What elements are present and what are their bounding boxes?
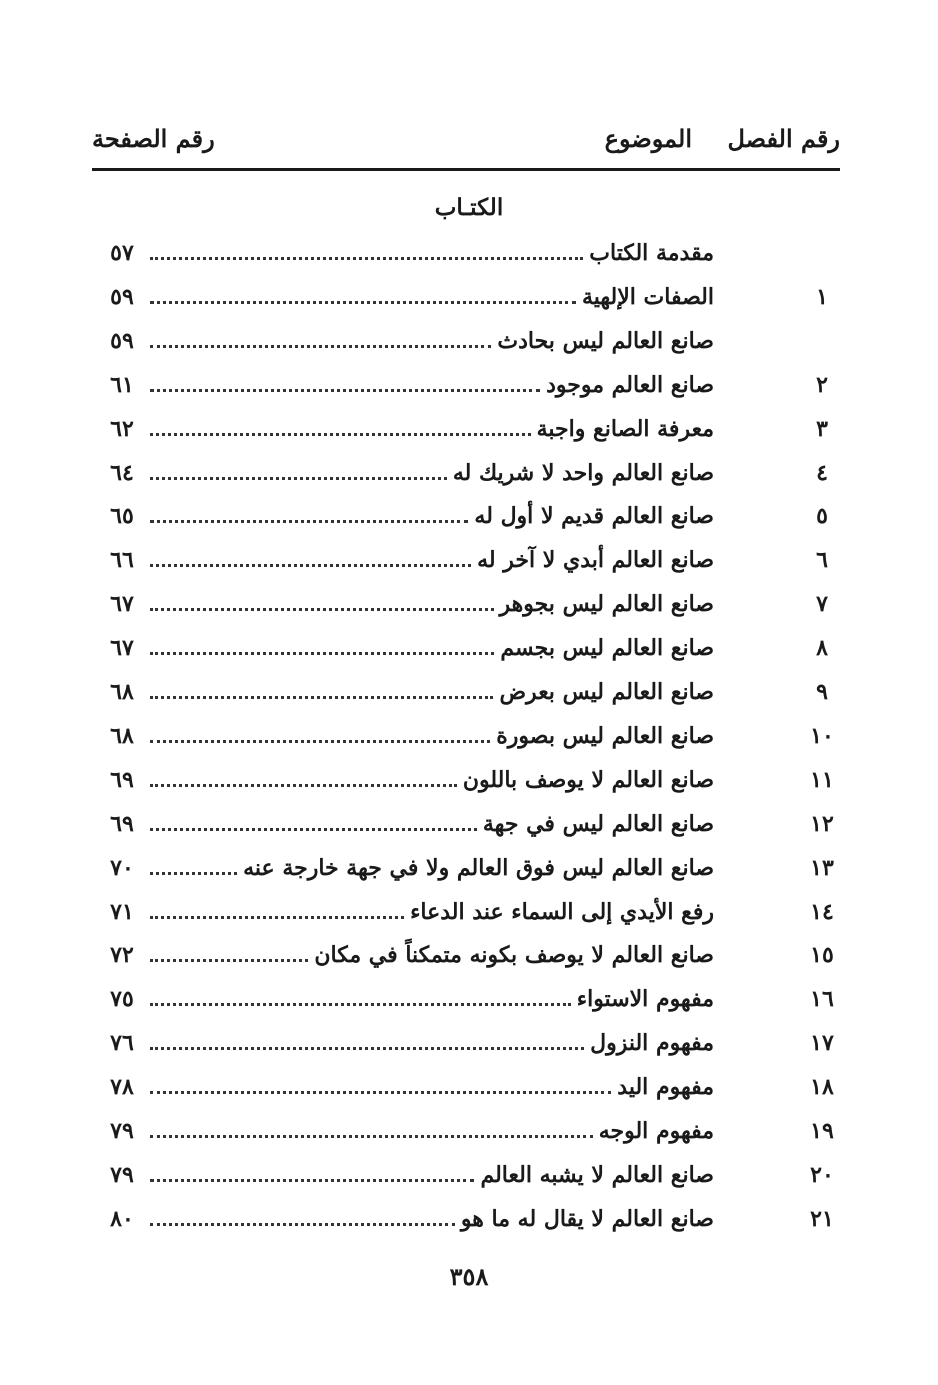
toc-row <box>92 452 840 496</box>
topic-title: مقدمة الكتاب <box>589 240 714 266</box>
chapter-number: ١١ <box>810 766 834 793</box>
page-number: ٧٩ <box>110 1118 134 1144</box>
toc-row <box>92 539 840 583</box>
toc-entry <box>150 591 714 617</box>
dot-leader <box>150 739 490 743</box>
page-number: ٦٩ <box>110 766 134 793</box>
toc-row <box>92 715 840 759</box>
toc-row <box>92 891 840 935</box>
dot-leader <box>150 1222 455 1226</box>
chapter-number: ١٥ <box>810 942 834 969</box>
topic-title: صانع العالم أبدي لا آخر له <box>477 547 714 574</box>
dot-leader <box>150 256 583 260</box>
toc-entry <box>150 284 714 310</box>
toc-row <box>92 847 840 891</box>
chapter-number: ٨ <box>816 635 828 662</box>
dot-leader <box>150 519 468 523</box>
toc-row <box>92 1110 840 1154</box>
toc-entry <box>150 1118 714 1144</box>
topic-title: معرفة الصانع واجبة <box>536 415 714 442</box>
topic-heading: الموضوع <box>604 124 692 153</box>
topic-title: صانع العالم لا يوصف باللون <box>462 766 714 793</box>
topic-title: صانع العالم ليس بصورة <box>496 722 714 749</box>
dot-leader <box>150 476 447 480</box>
dot-leader <box>150 695 493 699</box>
chapter-number: ١٠ <box>810 722 834 749</box>
toc-row <box>92 1198 840 1242</box>
toc-row <box>92 803 840 847</box>
topic-title: صانع العالم ليس في جهة <box>482 810 714 837</box>
toc-entry <box>150 1030 714 1056</box>
page-number: ٧٥ <box>110 986 134 1013</box>
page-number: ٧٠ <box>110 854 134 881</box>
page-number: ٦٢ <box>110 415 134 442</box>
toc-row <box>92 276 840 320</box>
topic-title: مفهوم الوجه <box>598 1118 714 1144</box>
chapter-number: ٩ <box>816 679 828 705</box>
topic-title: صانع العالم واحد لا شريك له <box>452 459 714 486</box>
topic-title: صانع العالم لا يوصف بكونه متمكناً في مكان <box>314 942 714 969</box>
dot-leader <box>150 1178 474 1182</box>
chapter-number: ٢ <box>816 371 828 398</box>
dot-leader <box>150 388 540 392</box>
dot-leader <box>150 827 477 831</box>
dot-leader <box>150 1046 584 1050</box>
page-number: ٦٧ <box>110 591 134 618</box>
chapter-number: ٢١ <box>810 1205 834 1232</box>
page-number: ٦٦ <box>110 547 134 574</box>
chapter-number: ١٤ <box>810 898 834 925</box>
page-number-heading: رقم الصفحة <box>92 124 215 153</box>
page-number: ٦٩ <box>110 810 134 837</box>
page-number: ٦٨ <box>110 722 134 749</box>
chapter-number: ١٨ <box>810 1074 834 1101</box>
dot-leader <box>150 871 237 875</box>
dot-leader <box>150 344 491 348</box>
toc-row <box>92 759 840 803</box>
chapter-number: ٥ <box>816 503 828 530</box>
chapter-number: ٤ <box>816 459 828 486</box>
dot-leader <box>150 1002 571 1006</box>
toc-row <box>92 627 840 671</box>
toc-entry <box>150 679 714 705</box>
page-number: ٦٥ <box>110 503 134 530</box>
page-number: ٦٨ <box>110 679 134 705</box>
toc-row <box>92 232 840 276</box>
toc-entry <box>150 1162 714 1188</box>
dot-leader <box>150 1134 593 1138</box>
topic-title: صانع العالم ليس بحادث <box>497 327 714 354</box>
toc-entry <box>150 328 714 354</box>
page-number: ٦٧ <box>110 635 134 662</box>
topic-title: صانع العالم لا يشبه العالم <box>480 1161 714 1188</box>
toc-entry <box>150 942 714 968</box>
dot-leader <box>150 563 471 567</box>
toc-row <box>92 583 840 627</box>
chapter-number: ٧ <box>816 591 828 618</box>
toc-entry <box>150 855 714 881</box>
page-number: ٥٩ <box>110 327 134 354</box>
toc-row <box>92 1066 840 1110</box>
dot-leader <box>150 607 494 611</box>
toc-header <box>92 118 840 162</box>
toc-entry <box>150 1206 714 1232</box>
page-number: ٧١ <box>110 898 134 925</box>
toc-entry <box>150 503 714 529</box>
topic-title: صانع العالم ليس بجوهر <box>499 591 714 618</box>
page-number: ٧٦ <box>110 1030 134 1057</box>
chapter-number-heading: رقم الفصل <box>727 124 840 153</box>
chapter-number: ١ <box>816 283 828 310</box>
topic-title: الصفات الإلهية <box>581 283 714 310</box>
toc-entry <box>150 986 714 1012</box>
page-number: ٥٩ <box>110 283 134 310</box>
toc-entry <box>150 723 714 749</box>
chapter-number: ١٩ <box>810 1118 834 1144</box>
topic-title: صانع العالم قديم لا أول له <box>474 503 714 530</box>
page-number: ٧٩ <box>110 1161 134 1188</box>
dot-leader <box>150 958 308 962</box>
topic-title: صانع العالم ليس بعرض <box>499 679 714 705</box>
page-number: ٧٨ <box>110 1074 134 1101</box>
toc-entry <box>150 372 714 398</box>
page-number: ٥٧ <box>110 240 134 266</box>
chapter-number: ١٦ <box>810 986 834 1013</box>
dot-leader <box>150 1090 611 1094</box>
page-number: ٨٠ <box>110 1205 134 1232</box>
toc-row <box>92 1154 840 1198</box>
toc-row <box>92 364 840 408</box>
toc-entry <box>150 899 714 925</box>
topic-title: صانع العالم ليس بجسم <box>500 635 714 662</box>
dot-leader <box>150 915 404 919</box>
dot-leader <box>150 300 576 304</box>
toc-row <box>92 934 840 978</box>
topic-title: صانع العالم موجود <box>546 371 714 398</box>
topic-title: مفهوم النزول <box>590 1030 714 1057</box>
toc-entry <box>150 767 714 793</box>
page-number: ٦١ <box>110 371 134 398</box>
topic-title: مفهوم الاستواء <box>576 986 714 1013</box>
toc-row <box>92 320 840 364</box>
topic-title: صانع العالم لا يقال له ما هو <box>460 1205 714 1232</box>
toc-entry <box>150 240 714 266</box>
chapter-number: ١٧ <box>810 1030 834 1057</box>
toc-row <box>92 1022 840 1066</box>
dot-leader <box>150 651 494 655</box>
toc-entry <box>150 1074 714 1100</box>
toc-entry <box>150 460 714 486</box>
toc-row <box>92 671 840 715</box>
page-folio: ٣٥٨ <box>449 1262 489 1291</box>
toc-row <box>92 978 840 1022</box>
toc-entry <box>150 416 714 442</box>
chapter-number: ١٣ <box>810 854 834 881</box>
toc-row <box>92 495 840 539</box>
toc-entry <box>150 811 714 837</box>
chapter-number: ٣ <box>816 415 828 442</box>
dot-leader <box>150 783 457 787</box>
toc-row <box>92 408 840 452</box>
section-title: الكتـاب <box>434 194 504 221</box>
chapter-number: ٦ <box>816 547 828 574</box>
page-number: ٦٤ <box>110 459 134 486</box>
header-rule <box>92 168 840 171</box>
toc-entry <box>150 635 714 661</box>
dot-leader <box>150 432 531 436</box>
topic-title: رفع الأيدي إلى السماء عند الدعاء <box>410 898 714 925</box>
chapter-number: ٢٠ <box>810 1161 834 1188</box>
topic-title: صانع العالم ليس فوق العالم ولا في جهة خارجة عنه <box>243 854 714 881</box>
page-number: ٧٢ <box>110 942 134 969</box>
toc-entry <box>150 547 714 573</box>
topic-title: مفهوم اليد <box>617 1074 714 1101</box>
chapter-number: ١٢ <box>810 810 834 837</box>
